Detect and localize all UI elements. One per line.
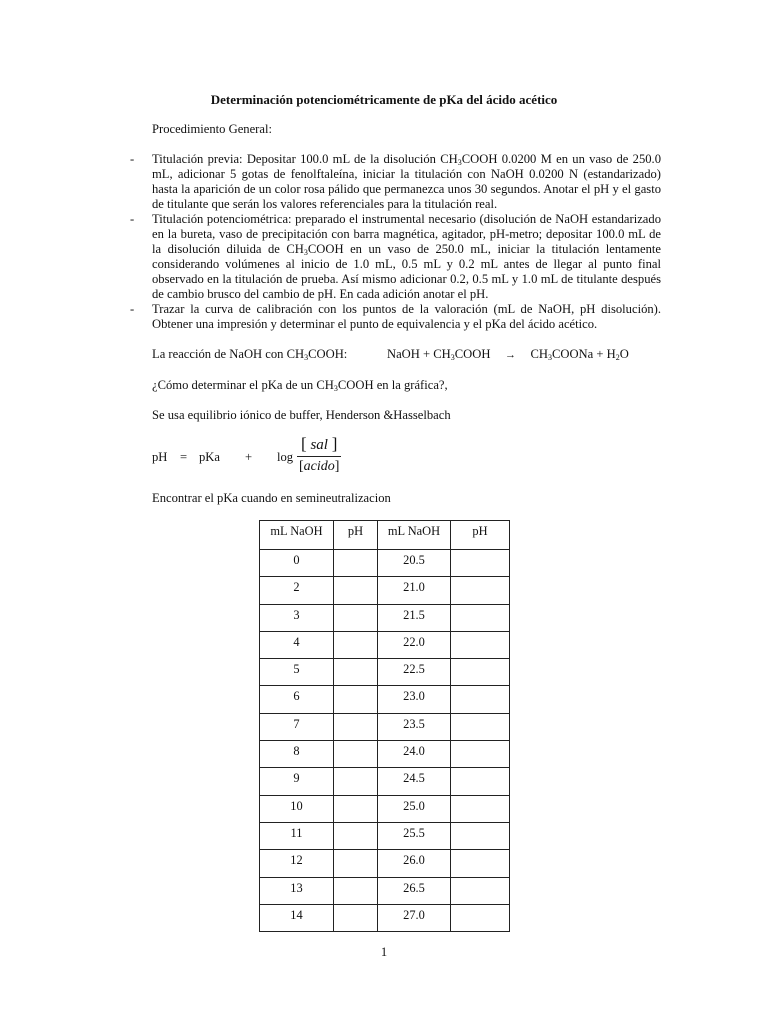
cell-ph xyxy=(451,904,510,931)
cell-ph xyxy=(451,604,510,631)
cell-ml-naoh: 24.5 xyxy=(378,768,451,795)
cell-ml-naoh: 27.0 xyxy=(378,904,451,931)
cell-ph xyxy=(451,741,510,768)
cell-ph xyxy=(451,822,510,849)
paragraph-titulacion-potenciometrica: Titulación potenciométrica: preparado el instrumental necesario (disolución de NaOH estandarizado en la bureta, vaso de precipitación con barra magnética, agitador, pH-metro; depositar 100.0 mL de la disolución diluida de $CH_3COOH$ en un vaso de 250.0 mL, iniciar la titulación lentamente considerando volúmenes al inicio de 1.0 mL, 0.5 mL y 0.2 mL antes de llegar al punto final observado en la titulación de prueba. Así mismo adicionar 0.2, 0.5 mL y 1.0 mL de titulante después de cambio brusco del cambio de pH. En cada adición anotar el pH. xyxy=(152,212,661,301)
cell-ph xyxy=(334,550,378,577)
cell-ml-naoh: 21.5 xyxy=(378,604,451,631)
cell-ml-naoh: 22.0 xyxy=(378,631,451,658)
header-ph: pH xyxy=(334,521,378,550)
cell-ph xyxy=(334,822,378,849)
cell-ml-naoh: 20.5 xyxy=(378,550,451,577)
cell-ph xyxy=(451,877,510,904)
header-ml-naoh: mL NaOH xyxy=(260,521,334,550)
cell-ph xyxy=(451,659,510,686)
document-title: Determinación potenciométricamente de pKa del ácido acético xyxy=(210,92,558,107)
bullet-marker: - xyxy=(130,302,135,316)
table-row xyxy=(260,577,510,604)
table-row xyxy=(260,822,510,849)
cell-ml-naoh: 21.0 xyxy=(378,577,451,604)
equation-log: log xyxy=(277,450,294,464)
cell-ml-naoh: 3 xyxy=(260,604,334,631)
procedure-heading: Procedimiento General: xyxy=(152,122,272,136)
cell-ph xyxy=(451,850,510,877)
cell-ml-naoh: 23.5 xyxy=(378,713,451,740)
cell-ml-naoh: 0 xyxy=(260,550,334,577)
equation-equals: = xyxy=(180,450,188,464)
cell-ph xyxy=(334,604,378,631)
cell-ml-naoh: 25.5 xyxy=(378,822,451,849)
cell-ml-naoh: 7 xyxy=(260,713,334,740)
cell-ph xyxy=(334,741,378,768)
cell-ph xyxy=(451,550,510,577)
cell-ml-naoh: 2 xyxy=(260,577,334,604)
cell-ml-naoh: 22.5 xyxy=(378,659,451,686)
table-row xyxy=(260,686,510,713)
header-ml-naoh: mL NaOH xyxy=(378,521,451,550)
table-row xyxy=(260,795,510,822)
header-ph: pH xyxy=(451,521,510,550)
table-row xyxy=(260,713,510,740)
cell-ml-naoh: 10 xyxy=(260,795,334,822)
bullet-marker: - xyxy=(130,212,135,226)
table-row xyxy=(260,659,510,686)
cell-ml-naoh: 13 xyxy=(260,877,334,904)
table-row xyxy=(260,877,510,904)
titration-table xyxy=(259,520,510,932)
table-row xyxy=(260,904,510,931)
cell-ph xyxy=(451,768,510,795)
table-row xyxy=(260,850,510,877)
table-row xyxy=(260,741,510,768)
cell-ml-naoh: 12 xyxy=(260,850,334,877)
reaction-arrow: → xyxy=(504,349,516,361)
cell-ph xyxy=(451,631,510,658)
cell-ml-naoh: 26.0 xyxy=(378,850,451,877)
cell-ph xyxy=(334,850,378,877)
cell-ml-naoh: 26.5 xyxy=(378,877,451,904)
equation-denominator: [acido] xyxy=(297,456,341,475)
equation-plus: + xyxy=(245,450,253,464)
equation-numerator: [ sal ] xyxy=(301,434,338,453)
cell-ph xyxy=(334,686,378,713)
cell-ph xyxy=(334,577,378,604)
page-number: 1 xyxy=(380,945,388,959)
cell-ph xyxy=(334,904,378,931)
cell-ml-naoh: 23.0 xyxy=(378,686,451,713)
cell-ph xyxy=(451,577,510,604)
buffer-text: Se usa equilibrio iónico de buffer, Henderson &Hasselbach xyxy=(152,408,451,422)
reaction-equation: NaOH + $CH_3COOH$ → $CH_3COONa + H_2O$ xyxy=(387,347,629,362)
cell-ml-naoh: 9 xyxy=(260,768,334,795)
cell-ml-naoh: 4 xyxy=(260,631,334,658)
pka-question: ¿Cómo determinar el pKa de un $CH_3COOH$ en la gráfica?, xyxy=(152,378,448,393)
cell-ml-naoh: 5 xyxy=(260,659,334,686)
table-row xyxy=(260,768,510,795)
cell-ph xyxy=(451,713,510,740)
cell-ml-naoh: 24.0 xyxy=(378,741,451,768)
cell-ml-naoh: 14 xyxy=(260,904,334,931)
table-row xyxy=(260,631,510,658)
equation-fraction xyxy=(297,434,341,475)
table-header-row xyxy=(260,521,510,550)
find-pka-text: Encontrar el pKa cuando en semineutralizacion xyxy=(152,491,391,505)
cell-ph xyxy=(334,877,378,904)
cell-ph xyxy=(334,659,378,686)
paragraph-trazar-curva: Trazar la curva de calibración con los puntos de la valoración (mL de NaOH, pH disolución). Obtener una impresión y determinar el punto de equivalencia y el pKa del ácido acético. xyxy=(152,302,661,331)
cell-ph xyxy=(451,795,510,822)
equation-ph: pH xyxy=(152,450,168,464)
bullet-marker: - xyxy=(130,152,135,166)
cell-ml-naoh: 25.0 xyxy=(378,795,451,822)
paragraph-titulacion-previa: Titulación previa: Depositar 100.0 mL de la disolución $CH_3COOH$ 0.0200 M en un vaso de 250.0 mL, adicionar 5 gotas de fenolftaleína, iniciar la titulación con NaOH 0.0200 N (estandarizado) hasta la aparición de un color rosa pálido que permanezca unos 30 segundos. Anotar el pH y el gasto de titulante que serán los valores referenciales para la titulación real. xyxy=(152,152,662,211)
cell-ml-naoh: 8 xyxy=(260,741,334,768)
cell-ml-naoh: 11 xyxy=(260,822,334,849)
table-row xyxy=(260,550,510,577)
table-row xyxy=(260,604,510,631)
reaction-intro: La reacción de NaOH con $CH_3COOH$: xyxy=(152,347,348,362)
cell-ph xyxy=(334,713,378,740)
cell-ml-naoh: 6 xyxy=(260,686,334,713)
cell-ph xyxy=(334,795,378,822)
cell-ph xyxy=(334,768,378,795)
cell-ph xyxy=(334,631,378,658)
cell-ph xyxy=(451,686,510,713)
equation-pka: pKa xyxy=(199,450,220,464)
